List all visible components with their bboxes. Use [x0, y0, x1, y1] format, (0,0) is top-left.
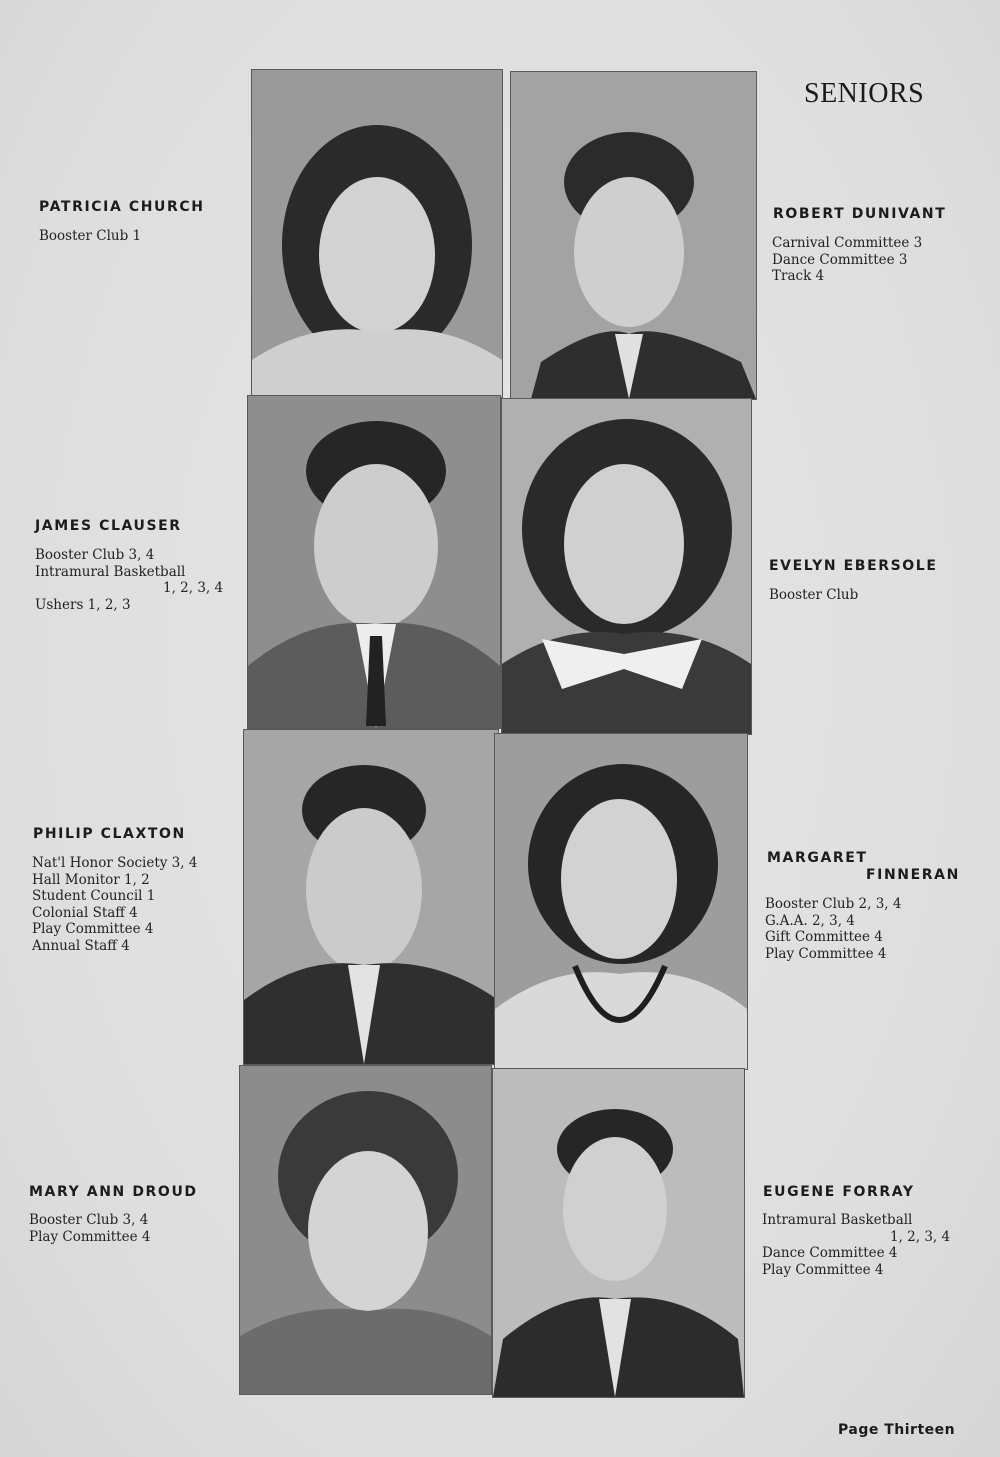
activity-line: Gift Committee 4 [765, 929, 883, 945]
page-heading: SENIORS [804, 78, 925, 109]
activity-line: 1, 2, 3, 4 [163, 580, 224, 596]
activity-line: Play Committee 4 [32, 921, 154, 937]
activity-line: Ushers 1, 2, 3 [35, 596, 131, 613]
activity-line: Booster Club [769, 587, 859, 603]
senior-activities-philip-claxton [32, 855, 197, 954]
portrait-photo-james-clauser [247, 395, 501, 729]
activity-line: Play Committee 4 [765, 945, 887, 962]
portrait-placeholder [248, 396, 500, 728]
portrait-photo-evelyn-ebersole [501, 398, 752, 735]
activity-line: Play Committee 4 [29, 1228, 151, 1245]
senior-activities-evelyn-ebersole [769, 587, 858, 604]
senior-activities-eugene-forray [762, 1212, 950, 1278]
activity-line: Booster Club 1 [39, 228, 142, 244]
senior-name-mary-ann-droud: MARY ANN DROUD [29, 1184, 198, 1200]
portrait-photo-robert-dunivant [510, 71, 757, 400]
activity-line: Colonial Staff 4 [32, 904, 138, 921]
senior-name-eugene-forray: EUGENE FORRAY [763, 1184, 915, 1200]
senior-activities-patricia-church [39, 228, 141, 245]
senior-name-margaret-finneran-first: MARGARET [767, 850, 868, 866]
activity-line: Annual Staff 4 [32, 937, 130, 954]
page-number-footer: Page Thirteen [838, 1422, 956, 1438]
activity-line: Nat'l Honor Society 3, 4 [32, 855, 198, 871]
portrait-photo-eugene-forray [492, 1068, 745, 1398]
portrait-placeholder [493, 1069, 744, 1397]
activity-line: Booster Club 3, 4 [35, 547, 155, 563]
senior-activities-margaret-finneran [765, 896, 901, 962]
portrait-placeholder [502, 399, 751, 734]
senior-name-james-clauser: JAMES CLAUSER [35, 518, 182, 534]
activity-line: Booster Club 2, 3, 4 [765, 896, 902, 912]
senior-name-margaret-finneran-last: FINNERAN [866, 867, 960, 883]
portrait-placeholder [252, 70, 502, 397]
activity-line: Intramural Basketball [35, 563, 186, 580]
portrait-photo-margaret-finneran [494, 733, 748, 1070]
activity-line: Track 4 [772, 268, 825, 284]
portrait-placeholder [511, 72, 756, 399]
portrait-photo-mary-ann-droud [239, 1065, 492, 1395]
portrait-photo-philip-claxton [243, 729, 499, 1065]
portrait-placeholder [240, 1066, 491, 1394]
portrait-placeholder [495, 734, 747, 1069]
activity-line: 1, 2, 3, 4 [890, 1228, 951, 1245]
senior-activities-mary-ann-droud [29, 1212, 150, 1245]
senior-name-philip-claxton: PHILIP CLAXTON [33, 826, 186, 842]
senior-activities-james-clauser [35, 547, 223, 613]
senior-activities-robert-dunivant [772, 235, 922, 285]
senior-name-evelyn-ebersole: EVELYN EBERSOLE [769, 558, 938, 574]
activity-line: Carnival Committee 3 [772, 235, 923, 251]
activity-line: Student Council 1 [32, 888, 156, 904]
activity-line: G.A.A. 2, 3, 4 [765, 912, 855, 929]
senior-name-robert-dunivant: ROBERT DUNIVANT [773, 206, 947, 222]
senior-name-patricia-church: PATRICIA CHURCH [39, 199, 205, 215]
portrait-placeholder [244, 730, 498, 1064]
activity-line: Dance Committee 4 [762, 1245, 898, 1261]
portrait-photo-patricia-church [251, 69, 503, 398]
activity-line: Booster Club 3, 4 [29, 1212, 149, 1228]
activity-line: Dance Committee 3 [772, 251, 908, 268]
activity-line: Intramural Basketball [762, 1212, 913, 1228]
activity-line: Hall Monitor 1, 2 [32, 871, 150, 888]
activity-line: Play Committee 4 [762, 1261, 884, 1278]
